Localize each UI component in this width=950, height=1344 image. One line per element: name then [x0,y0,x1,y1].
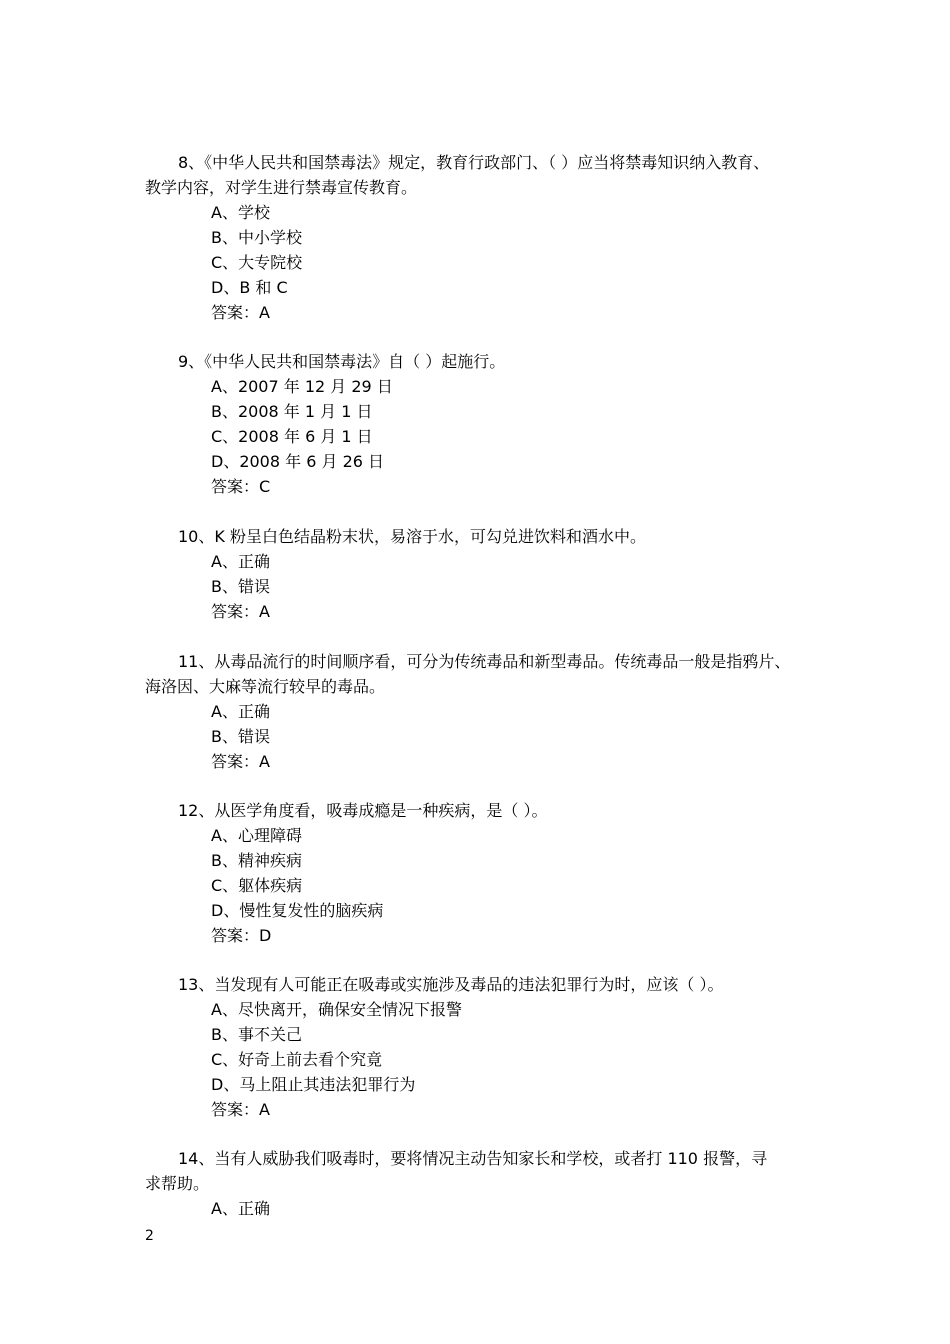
question-10 [145,524,825,624]
option: A、正确 [211,702,270,721]
option: A、心理障碍 [211,826,302,845]
option: B、中小学校 [211,228,302,247]
option: C、躯体疾病 [211,876,303,895]
question-stem: 求帮助。 [145,1174,210,1193]
option: C、好奇上前去看个究竟 [211,1050,383,1069]
answer: 答案：A [211,602,270,621]
option: D、2008 年 6 月 26 日 [211,452,385,471]
answer: 答案：C [211,477,271,496]
option: A、正确 [211,552,270,571]
option: D、马上阻止其违法犯罪行为 [211,1075,416,1094]
question-stem: 9、《中华人民共和国禁毒法》自（ ）起施行。 [178,352,506,371]
option: A、正确 [211,1199,270,1218]
question-9 [145,349,825,499]
page-number: 2 [145,1228,154,1244]
option: C、2008 年 6 月 1 日 [211,427,373,446]
question-stem: 8、《中华人民共和国禁毒法》规定，教育行政部门、（ ）应当将禁毒知识纳入教育、 [178,153,770,172]
answer: 答案：A [211,1100,270,1119]
option: B、精神疾病 [211,851,302,870]
option: D、B 和 C [211,278,288,297]
option: B、2008 年 1 月 1 日 [211,402,373,421]
option: D、慢性复发性的脑疾病 [211,901,384,920]
answer: 答案：A [211,752,270,771]
question-stem: 12、从医学角度看，吸毒成瘾是一种疾病，是（ ）。 [178,801,548,820]
option: A、2007 年 12 月 29 日 [211,377,393,396]
option: B、错误 [211,727,270,746]
question-stem: 教学内容，对学生进行禁毒宣传教育。 [145,178,418,197]
option: A、尽快离开，确保安全情况下报警 [211,1000,462,1019]
question-13 [145,972,825,1122]
question-11 [145,649,825,774]
option: B、错误 [211,577,270,596]
option: A、学校 [211,203,270,222]
question-stem: 10、K 粉呈白色结晶粉末状，易溶于水，可勾兑进饮料和酒水中。 [178,527,646,546]
question-stem: 海洛因、大麻等流行较早的毒品。 [145,677,386,696]
answer: 答案：A [211,303,270,322]
option: B、事不关己 [211,1025,302,1044]
question-12 [145,798,825,948]
option: C、大专院校 [211,253,303,272]
question-stem: 14、当有人威胁我们吸毒时，要将情况主动告知家长和学校，或者打 110 报警，寻 [178,1149,768,1168]
question-stem: 13、当发现有人可能正在吸毒或实施涉及毒品的违法犯罪行为时，应该（ ）。 [178,975,724,994]
question-14 [145,1146,825,1221]
question-8 [145,150,825,325]
answer: 答案：D [211,926,272,945]
question-stem: 11、从毒品流行的时间顺序看，可分为传统毒品和新型毒品。传统毒品一般是指鸦片、 [178,652,791,671]
